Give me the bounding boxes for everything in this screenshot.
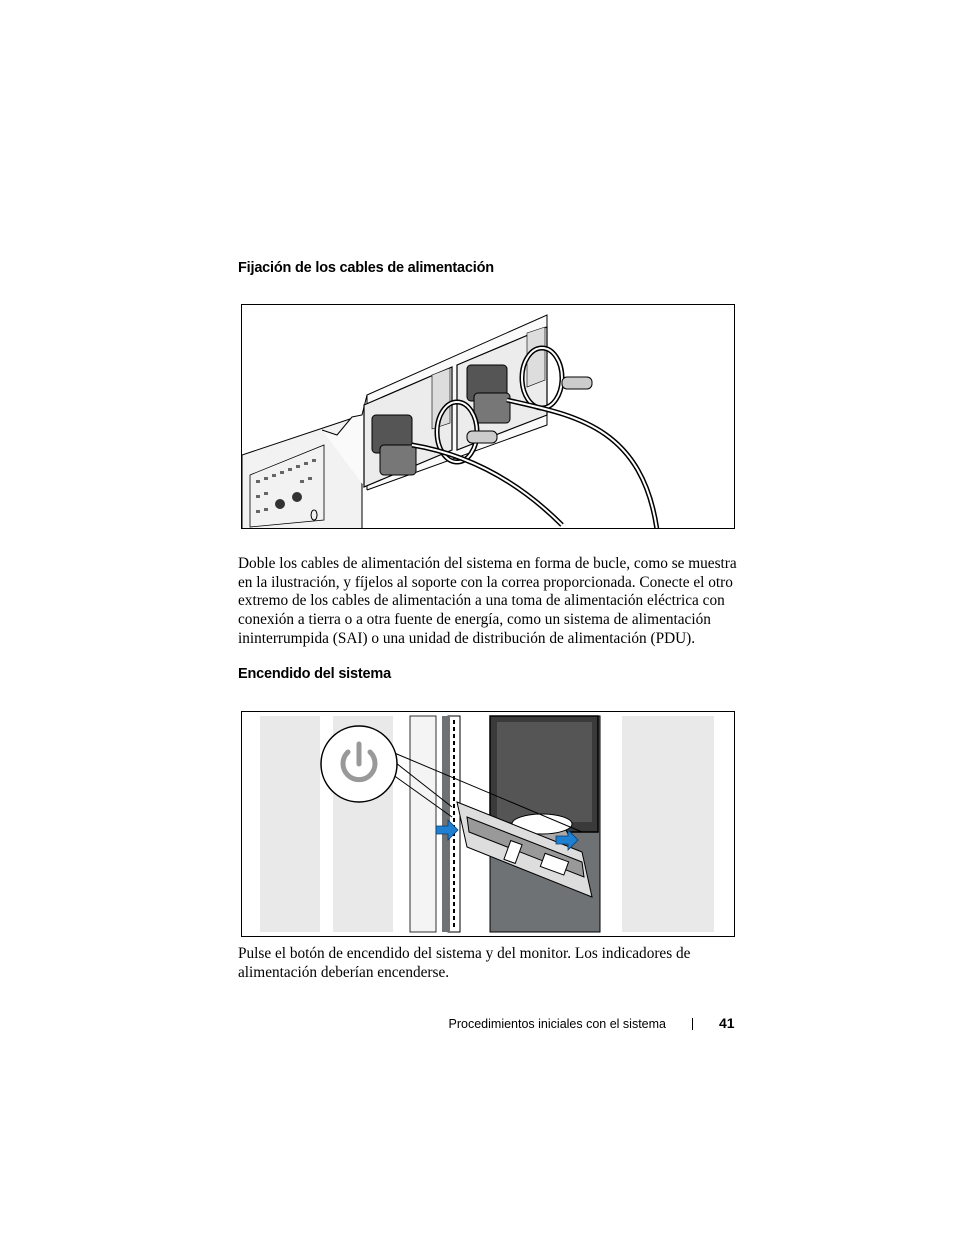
section-heading-power-cables: Fijación de los cables de alimentación (238, 260, 494, 276)
power-cable-illustration (241, 304, 735, 529)
footer-chapter-title: Procedimientos iniciales con el sistema (448, 1017, 666, 1031)
power-cables-instructions: Doble los cables de alimentación del sistema en forma de bucle, como se muestra en la ilustración, y fíjelos al soporte con la correa proporcionada. Conecte el otro extremo de los cables de alimentación a una toma de alimentación eléctrica con conexión a tierra o a otra fuente de energía, como un sistema de alimentación ininterrumpida (SAI) o una unidad de distribución de alimentación (PDU). (238, 555, 737, 647)
page-number: 41 (719, 1015, 735, 1031)
footer-separator (692, 1018, 693, 1030)
section-heading-power-on: Encendido del sistema (238, 666, 391, 682)
power-on-instructions: Pulse el botón de encendido del sistema y del monitor. Los indicadores de alimentación deberían encenderse. (238, 945, 691, 981)
page-footer (0, 1014, 954, 1036)
power-on-illustration (241, 711, 735, 937)
